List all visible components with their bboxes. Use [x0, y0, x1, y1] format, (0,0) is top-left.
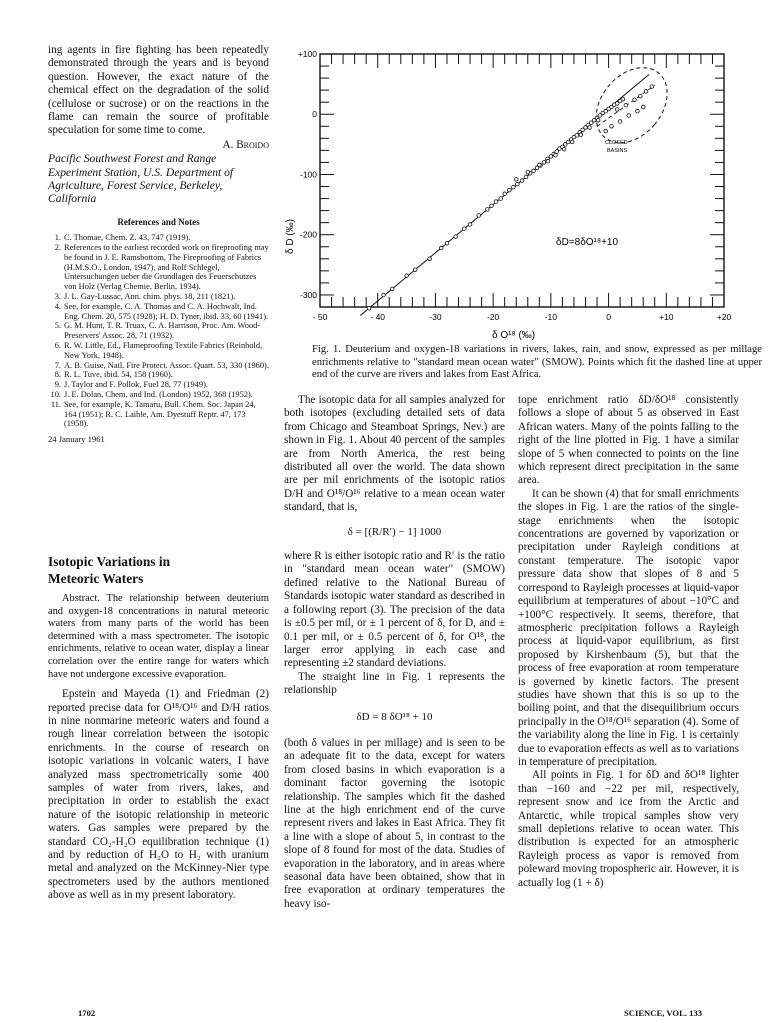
reference-item — [48, 361, 269, 371]
abstract: Abstract. The relationship between deuterium and oxygen-18 concentrations in natural meteoric waters from many parts of the world has been determined with a mass spectrometer. The isotopic enrichments, relative to ocean water, display a linear correlation over the entire range for waters which have not undergone excessive evaporation. — [48, 593, 269, 680]
data-point — [516, 182, 520, 186]
y-axis-label: δ D (‰) — [285, 218, 296, 254]
data-point — [575, 134, 579, 138]
data-point — [367, 306, 371, 310]
data-point — [596, 118, 600, 122]
data-point — [579, 133, 583, 137]
data-point — [624, 103, 628, 107]
reference-text: J. E. Dolan, Chem. and Ind. (London) 1952, 368 (1952). — [64, 390, 253, 400]
references-heading: References and Notes — [117, 216, 200, 227]
data-point — [641, 105, 645, 109]
data-point — [526, 170, 530, 174]
reference-number: 7. — [54, 360, 61, 370]
column-middle — [284, 394, 505, 911]
data-point — [639, 94, 643, 98]
data-point — [633, 98, 637, 102]
data-point — [468, 223, 472, 227]
page-number: 1702 — [78, 1008, 96, 1018]
x-tick-label: -20 — [486, 312, 500, 322]
data-point — [405, 274, 409, 278]
data-point — [627, 114, 631, 118]
data-point — [445, 241, 449, 245]
data-point — [542, 161, 546, 165]
data-point — [644, 90, 648, 94]
data-point — [538, 163, 542, 167]
x-tick-label: 0 — [606, 312, 611, 322]
data-point — [499, 197, 503, 201]
received-date: 24 January 1961 — [48, 434, 105, 445]
article-column-left — [48, 553, 269, 903]
reference-number: 2. — [54, 243, 61, 253]
data-point — [554, 153, 558, 157]
reference-text: A. B. Guise, Natl. Fire Protect. Assoc. Quart. 53, 330 (1960). — [64, 360, 269, 370]
data-point — [615, 108, 619, 112]
reference-item — [48, 321, 269, 341]
body-paragraph-6: tope enrichment ratio δD/δO¹⁸ consistently follows a slope of about 5 as observed in East African waters. Many of the points falling to the right of the line plotted in Fig. 1 have a similar slope of 5 when connected to points on the line which represent direct precipitation in the same area. — [518, 394, 739, 487]
x-tick-label: -10 — [544, 312, 558, 322]
y-tick-label: -100 — [299, 169, 317, 180]
column-left — [48, 44, 269, 447]
data-point — [555, 150, 559, 154]
body-paragraph-5: (both δ values in per millage) and is seen to be an adequate fit to the data, except for waters from closed basins in which evaporation is a dominant factor governing the isotopic relationship. The samples which fit the dashed line at the high enrichment end of the curve represent rivers and lakes in East Africa. They fit a line with a slope of about 5, in contrast to the slope of 8 found for most of the data. Studies of evaporation in the laboratory, and in areas where seasonal data have been obtained, show that in free evaporation at ordinary temperatures the heavy iso- — [284, 736, 505, 910]
reference-item — [48, 380, 269, 390]
reference-text: R. W. Little, Ed., Flameproofing Textile Fabrics (Reinhold, New York, 1948). — [64, 341, 263, 360]
article-title-line-1: Isotopic Variations in — [48, 554, 171, 569]
reference-number: 8. — [54, 370, 61, 380]
reference-item — [48, 341, 269, 361]
body-paragraph-7: It can be shown (4) that for small enrichments the slopes in Fig. 1 are the ratios of the single-stage enrichments when the isotopic concentrations are governed by vaporization or precipitation under Rayleigh conditions at constant temperature. The isotopic vapor pressure data show that slopes of 8 and 5 correspond to Rayleigh processes at liquid-vapor equilibrium at temperatures of about −10°C and +100°C respectively. It seems, therefore, that atmospheric precipitation follows a Rayleigh process at liquid-vapor equilibrium, as first proposed by Kirshenbaum (5), but that the process of free evaporation at room temperature is governed by kinetic factors. The present studies have shown that this is so up to the boiling point, and that the disequilibrium occurs principally in the O¹⁸/O¹⁶ separation (4). Some of the variability along the line in Fig. 1 is certainly due to evaporation effects as well as to variations in temperature of precipitation. — [518, 487, 739, 768]
data-point — [439, 246, 443, 250]
x-axis-label: δ O¹⁸ (‰) — [492, 330, 536, 341]
data-point — [382, 293, 386, 297]
data-point — [604, 129, 608, 133]
continued-paragraph: ing agents in fire fighting has been repeatedly demonstrated through the years and is beyond question. However, the exact nature of the chemical effect on the degradation of the solid (cellulose or sucrose) or on the reactions in the flame can remain the source of profitable speculation for some time to come. — [48, 44, 269, 137]
data-point — [570, 140, 574, 144]
y-tick-label: 0 — [312, 109, 317, 120]
data-point — [508, 188, 512, 192]
data-point — [413, 268, 417, 272]
data-point — [477, 214, 481, 218]
column-right — [518, 394, 739, 890]
reference-text: C. Thomae, Chem. Z. 43, 747 (1919). — [64, 233, 191, 243]
data-point — [512, 185, 516, 189]
figure-1-chart — [280, 42, 734, 378]
journal-footer: SCIENCE, VOL. 133 — [624, 1008, 702, 1018]
x-tick-label: +20 — [716, 312, 732, 322]
reference-number: 5. — [54, 321, 61, 331]
x-tick-label: -30 — [429, 312, 442, 322]
reference-number: 4. — [54, 301, 61, 311]
equation-delta: δ = [(R/R′) − 1] 1000 — [347, 525, 442, 538]
article-title-line-2: Meteoric Waters — [48, 571, 144, 586]
reference-text: G. M. Hunt, T. R. Truax, C. A. Harrison, Proc. Am. Wood-Preservers' Assoc. 28, 71 (1932). — [64, 321, 261, 341]
closed-basins-ellipse — [582, 54, 682, 157]
data-point — [462, 227, 466, 231]
data-point — [621, 97, 625, 101]
body-paragraph-8: All points in Fig. 1 for δD and δO¹⁸ lighter than −160 and −22 per mil, respectively, represent snow and ice from the Arctic and Antarctic, while tropical samples show very small depletions relative to ocean water. This distribution is expected for an atmospheric Rayleigh process as vapor is removed from poleward moving tropospheric air. However, it is actually log (1 + δ) — [518, 769, 739, 889]
data-point — [636, 109, 640, 113]
author-affiliation: Pacific Southwest Forest and Range Experiment Station, U.S. Department of Agriculture, Forest Service, Berkeley, California — [48, 152, 234, 206]
data-point — [490, 204, 494, 208]
reference-text: See, for example, K. Tamaru, Bull. Chem. Soc. Japan 24, 164 (1951); R. C. Laible, Am. Dyestuff Reptr. 47, 173 (1958). — [64, 399, 256, 429]
references-list — [48, 233, 269, 429]
reference-number: 9. — [54, 380, 61, 390]
data-point — [514, 177, 518, 181]
data-point — [650, 85, 654, 89]
data-point — [520, 179, 524, 183]
reference-text: References to the earliest recorded work on fireproofing may be found in J. E. Ramsbottom, The Fireproofing of Fabrics (H.M.S.O., London, 1947), and Rolf Schlegel, Untersuchungen ueber die Grundlagen des Feuerschutzes von Holz (Verlag Chemie, Berlin, 1934). — [64, 243, 269, 292]
reference-number: 10. — [50, 390, 61, 400]
reference-item — [48, 390, 269, 400]
equation-label: δD=8δO¹⁸+10 — [556, 237, 619, 248]
figure-1-caption: Fig. 1. Deuterium and oxygen-18 variations in rivers, lakes, rain, and snow, expressed as per millage enrichments relative to "standard mean ocean water" (SMOW). Points which fit the dashed line at upper end of the curve are rivers and lakes from East Africa. — [312, 344, 762, 381]
body-paragraph-4: The straight line in Fig. 1 represents the relationship — [284, 670, 505, 697]
data-point — [524, 175, 528, 179]
closed-basins-label-2: BASINS — [607, 148, 628, 154]
reference-number: 6. — [54, 341, 61, 351]
reference-item — [48, 243, 269, 292]
reference-number: 11. — [50, 399, 61, 409]
data-point — [428, 257, 432, 261]
data-point — [454, 235, 458, 239]
equation-line: δD = 8 δO¹⁸ + 10 — [356, 710, 433, 723]
data-point — [532, 169, 536, 173]
data-point — [546, 159, 550, 163]
x-tick-label: - 40 — [370, 312, 386, 322]
y-tick-label: +100 — [297, 49, 317, 59]
reference-text: See, for example, C. A. Thomas and C. A. Hochwalt, Ind. Eng. Chem. 20, 575 (1928); H. D. Tyner, ibid. 33, 60 (1941). — [64, 301, 269, 321]
reference-item — [48, 400, 269, 429]
reference-text: J. Taylor and F. Pollok, Fuel 28, 77 (1949). — [64, 380, 208, 390]
body-paragraph-2: The isotopic data for all samples analyzed for both isotopes (excluding detailed sets of data from Chicago and Steamboat Springs, Nev.) are shown in Fig. 1. About 40 percent of the samples are from North America, the rest being distributed all over the world. The data shown are per mil enrichments of the isotopic ratios D/H and O¹⁸/O¹⁶ relative to a mean ocean water standard, that is, — [284, 394, 505, 514]
y-tick-label: -300 — [299, 289, 317, 300]
body-paragraph-3: where R is either isotopic ratio and R′ is the ratio in "standard mean ocean water" (SMOW) defined relative to the National Bureau of Standards isotopic water standard as described in a following report (3). The precision of the data is ±0.5 per mil, or ± 1 percent of δ, for D, and ± 0.1 per mil, or ± 0.5 percent of δ, for O¹⁸, the larger error applying in each case and representing ±2 standard deviations. — [284, 550, 505, 670]
x-tick-label: +10 — [659, 312, 674, 322]
author-name: A. Broido — [222, 138, 269, 151]
reference-text: R. L. Tuve, ibid. 54, 158 (1960). — [64, 370, 173, 380]
reference-number: 1. — [54, 233, 61, 243]
data-point — [494, 200, 498, 204]
data-point — [588, 126, 592, 130]
reference-number: 3. — [54, 292, 61, 302]
data-point — [486, 208, 490, 212]
data-point — [390, 287, 394, 291]
data-point — [562, 147, 566, 151]
x-tick-label: - 50 — [312, 312, 328, 322]
reference-text: J. L. Gay-Lussac, Ann. chim. phys. 18, 211 (1821). — [64, 292, 236, 302]
data-point — [610, 124, 614, 128]
reference-item — [48, 292, 269, 302]
closed-basins-label-1: CLOSED — [605, 140, 628, 146]
reference-item — [48, 370, 269, 380]
data-point — [503, 192, 507, 196]
body-paragraph-1: Epstein and Mayeda (1) and Friedman (2) reported precise data for O¹⁸/O¹⁶ and D/H ratios in nine nonmarine meteoric waters and found a rough linear correlation between the isotopic enrichments. In the course of research on isotopic variations in volcanic waters, I have analyzed mass spectrometrically some 400 samples of water from rivers, lakes, and precipitation in order to establish the exact nature of the isotopic relationship in meteoric waters. Gas samples were prepared by the standard CO₂-H₂O equilibration technique (1) and by reduction of H₂O to H₂ with uranium metal and analyzed on the McKinney-Nier type spectrometers used by the authors mentioned above as well as in my present laboratory. — [48, 688, 269, 902]
data-point — [618, 120, 622, 124]
y-tick-label: -200 — [299, 229, 317, 240]
reference-item — [48, 302, 269, 322]
reference-item — [48, 233, 269, 243]
